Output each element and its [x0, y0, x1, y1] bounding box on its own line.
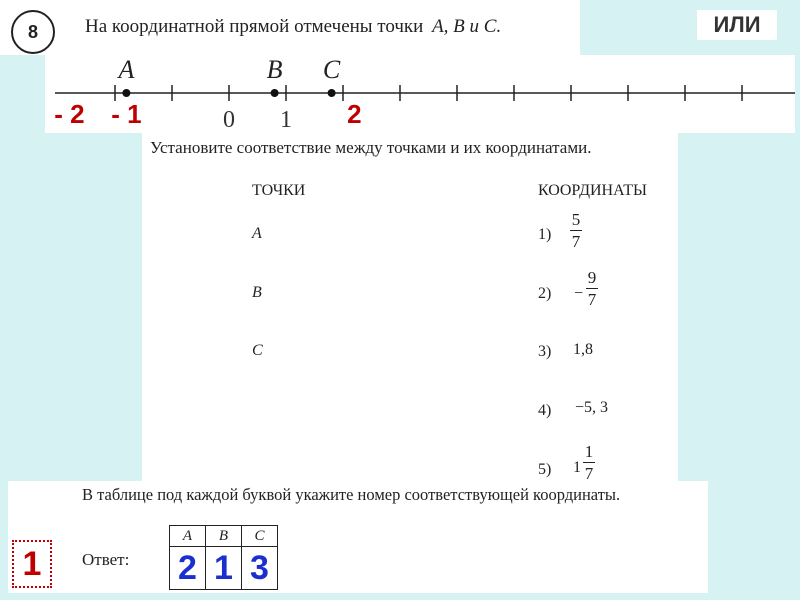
answer-header-b: B — [206, 526, 242, 547]
score-value: 1 — [22, 544, 42, 583]
answer-value-b[interactable]: 1 — [206, 547, 242, 590]
coord-5-whole: 1 — [573, 459, 581, 476]
instruction: Установите соответствие между точками и их координатами. — [150, 138, 592, 157]
header-points: A, B и C. — [432, 16, 502, 37]
coord-5-fraction — [583, 443, 595, 481]
handwritten-coordinate-label: - 2 — [54, 99, 85, 129]
number-line — [0, 0, 800, 135]
answer-table-header-row — [170, 526, 278, 547]
axis-label: 1 — [280, 107, 292, 133]
coord-1-fraction — [570, 211, 582, 250]
answer-value-c[interactable]: 3 — [242, 547, 278, 590]
coord-1-numerator: 5 — [571, 210, 581, 229]
coord-3-index: 3) — [538, 343, 552, 360]
point-c-marker — [328, 89, 336, 97]
task-number: 8 — [27, 21, 38, 42]
handwritten-coordinate-label: - 1 — [111, 99, 142, 129]
point-a-item: A — [252, 225, 262, 242]
fraction-bar — [586, 288, 598, 289]
handwritten-coordinate-label: 2 — [347, 99, 362, 129]
coord-2-sign: − — [574, 285, 584, 302]
coord-2-fraction — [586, 269, 598, 308]
header-main: На координатной прямой отмечены точки — [85, 16, 424, 37]
coord-5-index: 5) — [538, 461, 552, 478]
coord-1-index: 1) — [538, 226, 552, 243]
point-a-label: A — [118, 55, 135, 84]
coords-header: КООРДИНАТЫ — [538, 182, 647, 199]
coord-4-index: 4) — [538, 402, 552, 419]
answer-header-a: A — [170, 526, 206, 547]
point-c-label: C — [322, 55, 341, 84]
score-box — [12, 540, 52, 588]
axis-label: 0 — [223, 107, 235, 133]
coord-2-denominator: 7 — [587, 290, 597, 309]
point-b-marker — [271, 89, 279, 97]
answer-label: Ответ: — [82, 550, 130, 569]
point-a-marker — [122, 89, 130, 97]
coord-5-denominator: 7 — [584, 464, 594, 481]
table-instruction: В таблице под каждой буквой укажите номер соответствующей координаты. — [82, 485, 621, 504]
point-c-item: C — [252, 342, 263, 359]
answer-table — [169, 525, 278, 590]
point-b-label: B — [266, 55, 283, 84]
point-b-item: B — [252, 284, 262, 301]
coord-2-numerator: 9 — [587, 268, 597, 287]
coord-3-value: 1,8 — [573, 341, 593, 358]
coord-5-numerator: 1 — [584, 443, 594, 461]
or-label: ИЛИ — [713, 12, 761, 37]
answer-header-c: C — [242, 526, 278, 547]
fraction-bar — [583, 462, 595, 463]
coord-4-value: −5, 3 — [575, 399, 609, 416]
number-line-labels — [54, 99, 361, 133]
answer-value-a[interactable]: 2 — [170, 547, 206, 590]
answer-table-value-row — [170, 547, 278, 590]
coord-2-index: 2) — [538, 285, 552, 302]
coord-1-denominator: 7 — [571, 232, 581, 251]
points-header: ТОЧКИ — [252, 182, 306, 199]
fraction-bar — [570, 230, 582, 231]
